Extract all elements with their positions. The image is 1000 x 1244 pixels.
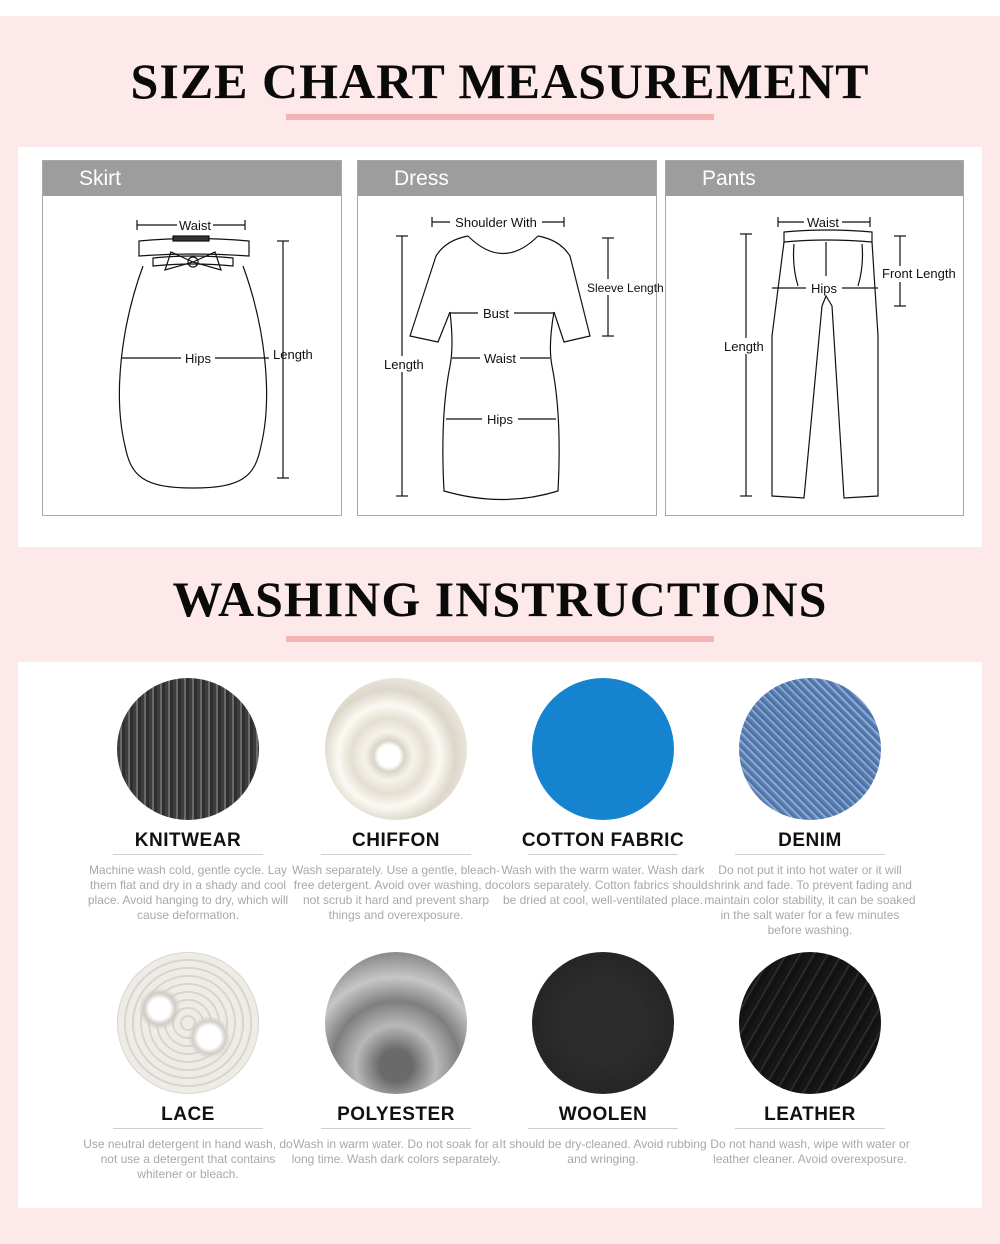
pants-length-label: Length bbox=[724, 339, 764, 354]
divider bbox=[113, 854, 263, 855]
title-underline bbox=[286, 114, 714, 120]
fabric-name: POLYESTER bbox=[337, 1104, 455, 1125]
pants-front-length-label: Front Length bbox=[882, 266, 956, 281]
cotton-swatch-icon bbox=[532, 678, 674, 820]
size-card-pants bbox=[665, 160, 964, 516]
fabric-item-leather bbox=[710, 952, 910, 1167]
fabric-description: Do not hand wash, wipe with water or leather cleaner. Avoid overexposure. bbox=[710, 1137, 910, 1166]
pants-waist-label: Waist bbox=[806, 215, 840, 230]
knitwear-swatch-icon bbox=[117, 678, 259, 820]
divider bbox=[735, 854, 885, 855]
fabric-item-woolen bbox=[499, 952, 707, 1167]
dress-bust-label: Bust bbox=[482, 306, 510, 321]
fabric-description: Do not put it into hot water or it will shrink and fade. To prevent fading and maintain color stability, it can be soaked in the salt water for a few minutes before washing. bbox=[704, 863, 916, 937]
skirt-diagram bbox=[43, 196, 341, 516]
card-header: Dress bbox=[358, 161, 656, 196]
polyester-swatch-icon bbox=[325, 952, 467, 1094]
size-chart-title: SIZE CHART MEASUREMENT bbox=[130, 53, 870, 109]
dress-waist-label: Waist bbox=[483, 351, 517, 366]
card-header: Pants bbox=[666, 161, 963, 196]
skirt-length-label: Length bbox=[273, 347, 313, 362]
dress-shoulder-label: Shoulder With bbox=[455, 215, 537, 230]
washing-title: WASHING INSTRUCTIONS bbox=[172, 571, 828, 627]
chiffon-swatch-icon bbox=[325, 678, 467, 820]
fabric-description: It should be dry-cleaned. Avoid rubbing and wringing. bbox=[499, 1137, 707, 1166]
pants-hips-label: Hips bbox=[810, 281, 838, 296]
fabric-description: Use neutral detergent in hand wash, do not use a detergent that contains whitener or bleach. bbox=[83, 1137, 293, 1181]
fabric-description: Wash with the warm water. Wash dark colors separately. Cotton fabrics should be dried at cool, well-ventilated place. bbox=[498, 863, 708, 907]
fabric-name: WOOLEN bbox=[558, 1104, 648, 1125]
dress-hips-label: Hips bbox=[486, 412, 514, 427]
fabric-item-polyester bbox=[291, 952, 501, 1167]
lace-swatch-icon bbox=[117, 952, 259, 1094]
divider bbox=[321, 854, 471, 855]
fabric-description: Wash separately. Use a gentle, bleach-free detergent. Avoid over washing, do not scrub it hard and prevent sharp things and overexposure. bbox=[291, 863, 501, 922]
dress-length-label: Length bbox=[384, 357, 424, 372]
dress-sleeve-label: Sleeve Length bbox=[587, 281, 664, 295]
divider bbox=[113, 1128, 263, 1129]
size-card-skirt bbox=[42, 160, 342, 516]
fabric-item-lace bbox=[83, 952, 293, 1182]
fabric-name: LEATHER bbox=[764, 1104, 856, 1125]
woolen-swatch-icon bbox=[532, 952, 674, 1094]
skirt-hips-label: Hips bbox=[184, 351, 212, 366]
fabric-description: Machine wash cold, gentle cycle. Lay them flat and dry in a shady and cool place. Avoid hanging to dry, which will cause deformation. bbox=[87, 863, 289, 922]
divider bbox=[528, 1128, 678, 1129]
fabric-name: COTTON FABRIC bbox=[521, 830, 685, 851]
dress-diagram bbox=[358, 196, 664, 516]
title-underline bbox=[286, 636, 714, 642]
fabric-name: DENIM bbox=[778, 830, 842, 851]
fabric-description: Wash in warm water. Do not soak for a long time. Wash dark colors separately. bbox=[291, 1137, 501, 1166]
fabric-name: KNITWEAR bbox=[134, 830, 242, 851]
size-card-dress bbox=[357, 160, 664, 516]
leather-swatch-icon bbox=[739, 952, 881, 1094]
divider bbox=[735, 1128, 885, 1129]
fabric-name: LACE bbox=[161, 1104, 215, 1125]
fabric-item-denim bbox=[704, 678, 916, 938]
divider bbox=[528, 854, 678, 855]
fabric-name: CHIFFON bbox=[352, 830, 440, 851]
size-chart-panel bbox=[18, 147, 982, 547]
washing-panel bbox=[18, 662, 982, 1208]
card-header: Skirt bbox=[43, 161, 341, 196]
denim-swatch-icon bbox=[739, 678, 881, 820]
pants-diagram bbox=[666, 196, 963, 516]
skirt-waist-label: Waist bbox=[178, 218, 212, 233]
divider bbox=[321, 1128, 471, 1129]
fabric-item-knitwear bbox=[88, 678, 288, 923]
fabric-item-chiffon bbox=[291, 678, 501, 923]
fabric-item-cotton bbox=[498, 678, 708, 908]
